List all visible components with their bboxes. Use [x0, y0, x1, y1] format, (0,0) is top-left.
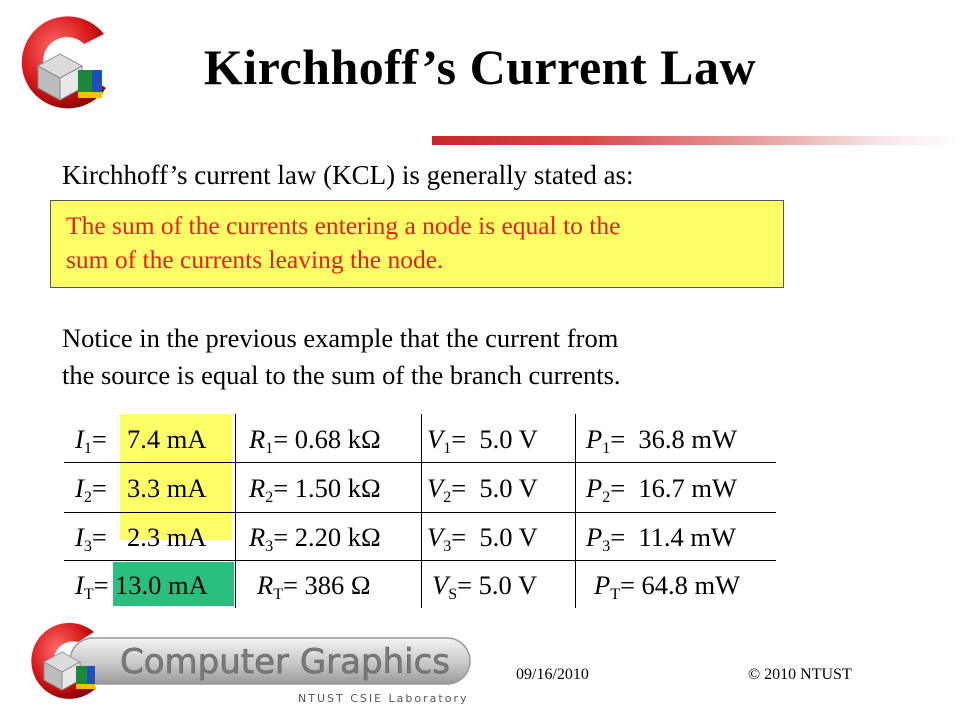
current-value: 2.3 mA [127, 522, 207, 552]
current-cell: $I_3=$ [75, 522, 107, 555]
total-current-cell: $I_T=$ [75, 570, 109, 603]
kcl-statement [66, 209, 778, 277]
table-column-divider [235, 414, 236, 608]
kcl-statement-line-2: sum of the currents leaving the node. [66, 245, 444, 274]
resistance-cell: $R_2= 1.50$ kΩ [249, 473, 381, 506]
resistance-cell: $R_1= 0.68$ kΩ [249, 424, 381, 457]
voltage-cell: $V_1= 5.0$ V [427, 424, 538, 457]
power-cell: $P_3= 11.4$ mW [586, 522, 737, 555]
total-current-value: 13.0 mA [115, 570, 208, 600]
voltage-cell: $V_3= 5.0$ V [427, 522, 538, 555]
table-row-divider [64, 462, 776, 463]
power-cell: $P_2= 16.7$ mW [586, 473, 738, 506]
total-power-cell: $P_T= 64.8$ mW [594, 570, 741, 603]
svg-text:NTUST CSIE Laboratory: NTUST CSIE Laboratory [298, 692, 469, 705]
slide-date: 09/16/2010 [516, 666, 589, 683]
current-cell: $I_2=$ [75, 473, 107, 506]
svg-text:Computer Graphics: Computer Graphics [120, 642, 450, 682]
slide-title: Kirchhoff’s Current Law [203, 39, 757, 95]
computer-graphics-logo-icon [10, 612, 478, 712]
notice-line-2: the source is equal to the sum of the branch currents. [62, 360, 621, 390]
voltage-cell: $V_2= 5.0$ V [427, 473, 538, 506]
kcl-statement-line-1: The sum of the currents entering a node is equal to the [66, 211, 621, 240]
current-cell: $I_1=$ [75, 424, 107, 457]
copyright-notice: © 2010 NTUST [748, 666, 852, 683]
table-row-divider [64, 512, 776, 513]
intro-text: Kirchhoff’s current law (KCL) is generally stated as: [62, 160, 634, 190]
table-column-divider [575, 414, 576, 608]
current-value: 7.4 mA [127, 424, 207, 454]
current-value: 3.3 mA [127, 473, 207, 503]
table-column-divider [421, 414, 422, 608]
title-underline-rule [432, 136, 960, 145]
notice-line-1: Notice in the previous example that the current from [62, 323, 619, 353]
total-resistance-cell: $R_T= 386$ Ω [257, 570, 371, 603]
lab-logo-icon [8, 4, 120, 124]
power-cell: $P_1= 36.8$ mW [586, 424, 738, 457]
table-row-divider [64, 560, 776, 561]
resistance-cell: $R_3= 2.20$ kΩ [249, 522, 381, 555]
source-voltage-cell: $V_S= 5.0$ V [432, 570, 538, 603]
